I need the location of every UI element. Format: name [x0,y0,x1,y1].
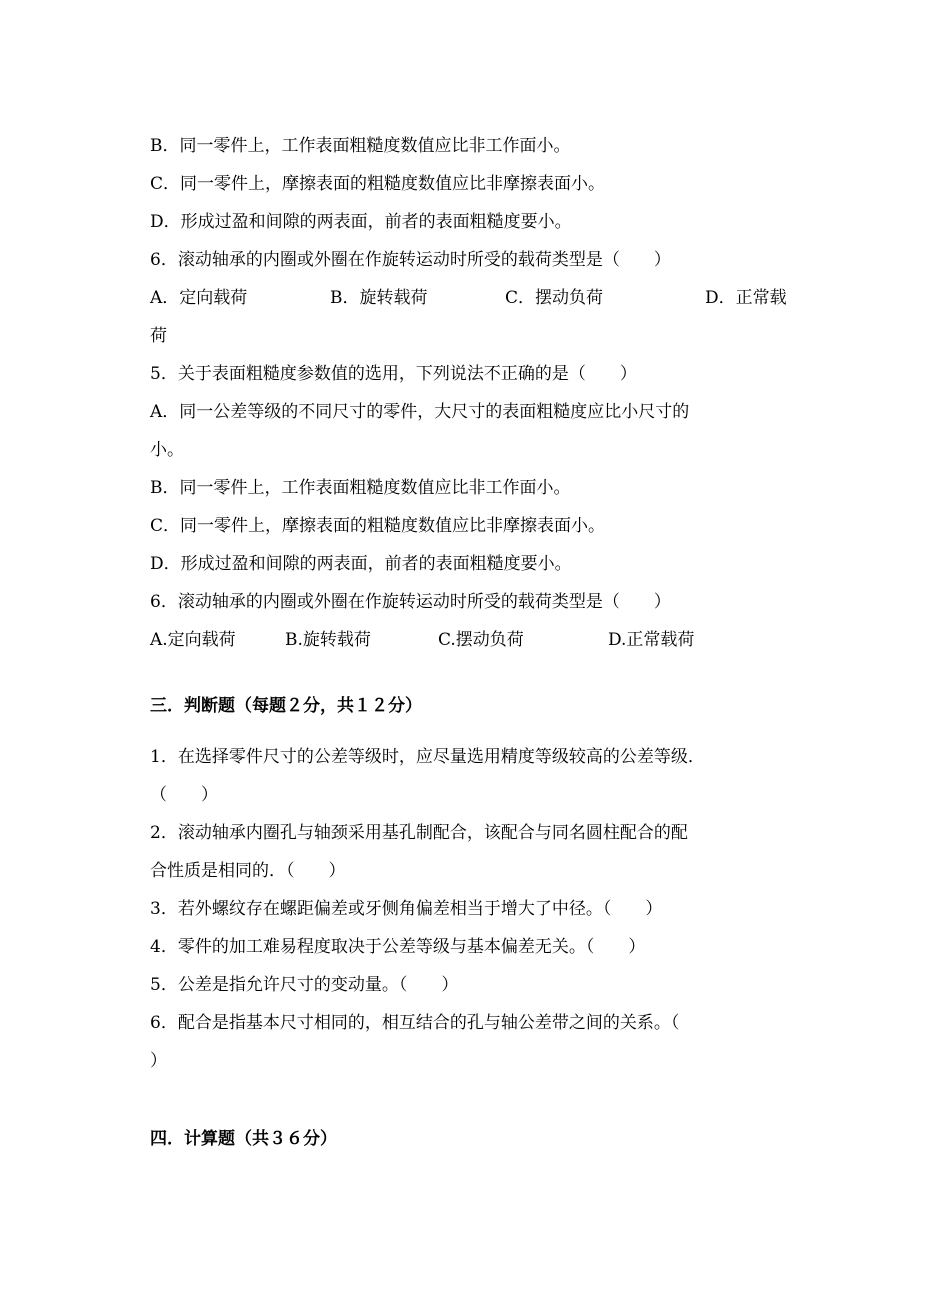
question-6-line: 6．滚动轴承的内圈或外圈在作旋转运动时所受的载荷类型是（ ） [150,592,671,612]
option-c: C．摆动负荷 [505,288,604,308]
judge-2-cont: 合性质是相同的．（ ） [150,861,346,881]
option-d: D.正常载荷 [608,630,695,650]
section-3-heading: 三．判断题（每题２分，共１２分） [150,696,422,716]
option-b-line: B．同一零件上，工作表面粗糙度数值应比非工作面小。 [150,136,571,156]
option-c-line: C．同一零件上，摩擦表面的粗糙度数值应比非摩擦表面小。 [150,516,606,536]
question-6-line: 6．滚动轴承的内圈或外圈在作旋转运动时所受的载荷类型是（ ） [150,250,671,270]
judge-2-line: 2．滚动轴承内圈孔与轴颈采用基孔制配合，该配合与同名圆柱配合的配 [150,823,688,843]
option-a: A．定向载荷 [150,288,248,308]
option-b: B.旋转载荷 [285,630,371,650]
judge-3-line: 3．若外螺纹存在螺距偏差或牙侧角偏差相当于增大了中径。（ ） [150,899,663,919]
option-d: D．正常载 [705,288,787,308]
wrapped-text: 小。 [150,440,184,460]
options-row-a [150,286,810,310]
judge-6-line: 6．配合是指基本尺寸相同的，相互结合的孔与轴公差带之间的关系。（ [150,1013,680,1033]
judge-6-cont: ） [150,1051,167,1071]
option-a-line: A．同一公差等级的不同尺寸的零件，大尺寸的表面粗糙度应比小尺寸的 [150,402,690,422]
judge-1-line: 1．在选择零件尺寸的公差等级时，应尽量选用精度等级较高的公差等级． [150,747,705,767]
option-c-line: C．同一零件上，摩擦表面的粗糙度数值应比非摩擦表面小。 [150,174,606,194]
option-a: A.定向载荷 [150,630,236,650]
judge-1-bracket: （ ） [150,785,218,805]
wrapped-text: 荷 [150,326,167,346]
judge-5-line: 5．公差是指允许尺寸的变动量。（ ） [150,975,459,995]
section-4-heading: 四．计算题（共３６分） [150,1129,337,1149]
judge-4-line: 4．零件的加工难易程度取决于公差等级与基本偏差无关。（ ） [150,937,646,957]
options-row-b [150,628,810,652]
question-5-line: 5．关于表面粗糙度参数值的选用，下列说法不正确的是（ ） [150,364,637,384]
option-b-line: B．同一零件上，工作表面粗糙度数值应比非工作面小。 [150,478,571,498]
option-d-line: D．形成过盈和间隙的两表面，前者的表面粗糙度要小。 [150,554,572,574]
option-d-line: D．形成过盈和间隙的两表面，前者的表面粗糙度要小。 [150,212,572,232]
option-b: B．旋转载荷 [330,288,428,308]
option-c: C.摆动负荷 [438,630,524,650]
